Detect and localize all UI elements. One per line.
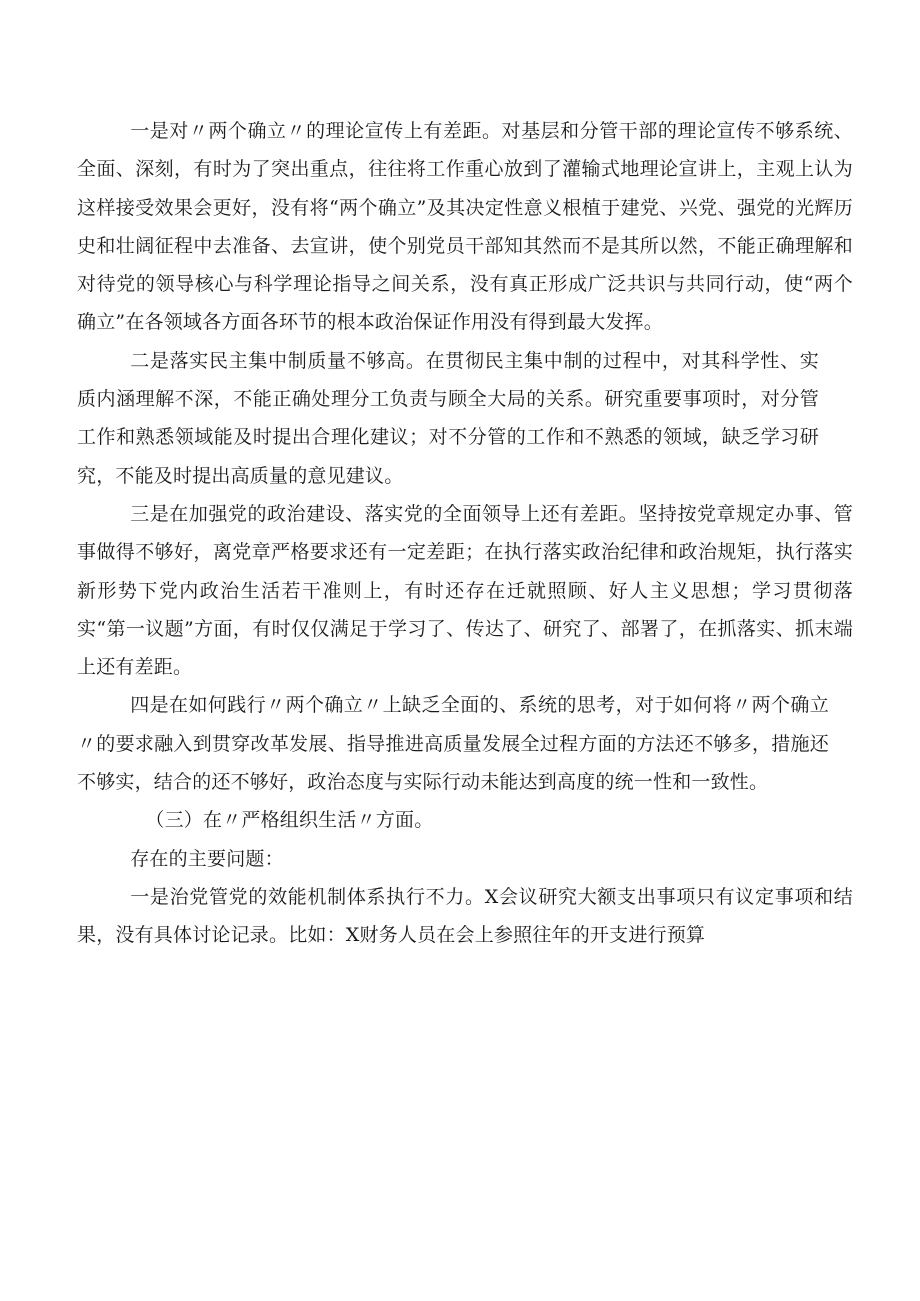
- paragraph-label: 存在的主要问题：: [130, 847, 284, 870]
- paragraph-3: 三是在加强党的政治建设、落实党的全面领导上还有差距。坚持按党章规定办事、管事做得不够好，离党章严格要求还有一定差距；在执行落实政治纪律和政治规矩，执行落实新形势下党内政治生活若干准则上，有时还存在迁就照顾、好人主义思想；学习贯彻落实“第一议题”方面，有时仅仅满足于学习了、传达了、研究了、部署了，在抓落实、抓末端上还有差距。: [77, 502, 853, 679]
- paragraph-4: 四是在如何践行〃两个确立〃上缺乏全面的、系统的思考，对于如何将〃两个确立〃的要求融入到贯穿改革发展、指导推进高质量发展全过程方面的方法还不够多，措施还不够实，结合的还不够好，政治态度与实际行动未能达到高度的统一性和一致性。: [77, 694, 829, 794]
- paragraph-7: 一是治党管党的效能机制体系执行不力。X会议研究大额支出事项只有议定事项和结果，没有具体讨论记录。比如：X财务人员在会上参照往年的开支进行预算: [77, 885, 853, 947]
- section-heading: （三）在〃严格组织生活〃方面。: [145, 809, 434, 832]
- document-body: [77, 112, 853, 955]
- paragraph-1: 一是对〃两个确立〃的理论宣传上有差距。对基层和分管干部的理论宣传不够系统、全面、深刻，有时为了突出重点，往往将工作重心放到了灌输式地理论宣讲上，主观上认为这样接受效果会更好，没有将“两个确立”及其决定性意义根植于建党、兴党、强党的光辉历史和壮阔征程中去准备、去宣讲，使个别党员干部知其然而不是其所以然，不能正确理解和对待党的领导核心与科学理论指导之间关系，没有真正形成广泛共识与共同行动，使“两个确立”在各领域各方面各环节的根本政治保证作用没有得到最大发挥。: [77, 120, 853, 334]
- paragraph-2: 二是落实民主集中制质量不够高。在贯彻民主集中制的过程中，对其科学性、实质内涵理解不深，不能正确处理分工负责与顾全大局的关系。研究重要事项时，对分管工作和熟悉领域能及时提出合理化建议；对不分管的工作和不熟悉的领域，缺乏学习研究，不能及时提出高质量的意见建议。: [77, 349, 819, 487]
